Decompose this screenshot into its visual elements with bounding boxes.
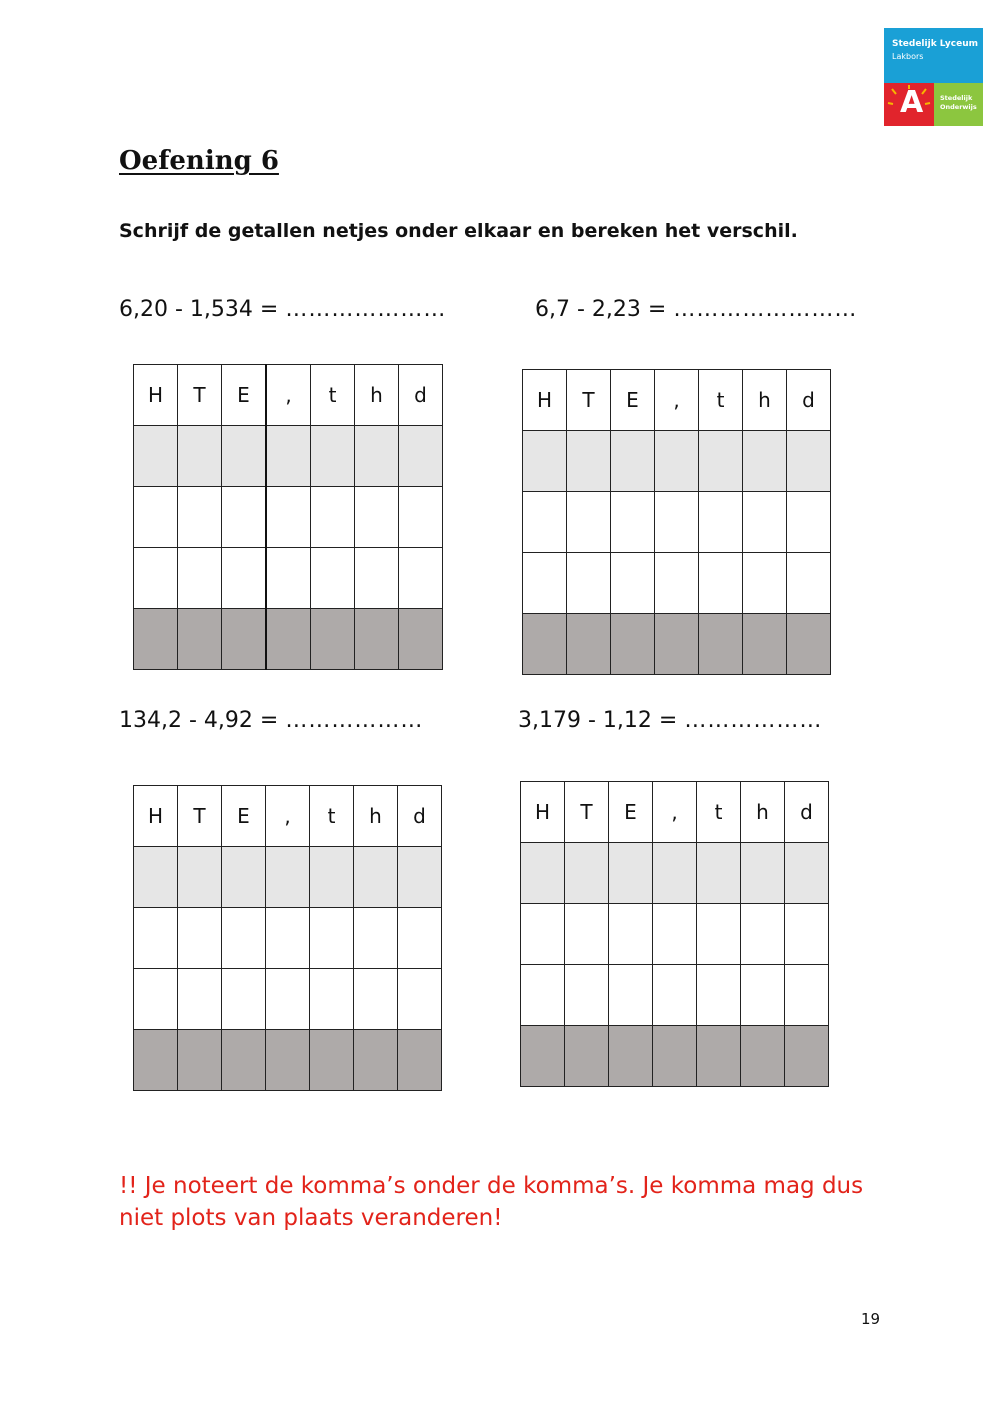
column-header: E <box>222 365 267 426</box>
column-header: H <box>134 786 178 847</box>
grid-cell[interactable] <box>567 492 611 553</box>
grid-cell[interactable] <box>266 487 311 548</box>
exercise-1 <box>119 297 446 322</box>
grid-cell[interactable] <box>310 908 354 969</box>
grid-cell[interactable] <box>266 609 311 670</box>
column-header: , <box>266 786 310 847</box>
grid-cell[interactable] <box>521 904 565 965</box>
grid-cell[interactable] <box>134 487 178 548</box>
column-header: t <box>699 370 743 431</box>
grid-cell[interactable] <box>178 487 222 548</box>
grid-cell[interactable] <box>134 1030 178 1091</box>
column-header: h <box>741 782 785 843</box>
column-header: d <box>787 370 831 431</box>
grid-cell[interactable] <box>565 965 609 1026</box>
grid-cell[interactable] <box>178 548 222 609</box>
column-header: , <box>655 370 699 431</box>
column-header: t <box>310 786 354 847</box>
grid-cell[interactable] <box>741 1026 785 1087</box>
grid-cell[interactable] <box>743 492 787 553</box>
grid-cell[interactable] <box>565 1026 609 1087</box>
grid-cell[interactable] <box>785 965 829 1026</box>
grid-cell[interactable] <box>355 609 399 670</box>
grid-cell[interactable] <box>266 969 310 1030</box>
grid-cell[interactable] <box>355 487 399 548</box>
grid-cell[interactable] <box>311 609 355 670</box>
grid-cell[interactable] <box>311 548 355 609</box>
page-title: Oefening 6 <box>119 146 279 176</box>
grid-cell[interactable] <box>697 843 741 904</box>
exercise-expression: 6,20 - 1,534 = <box>119 297 279 322</box>
column-header: d <box>785 782 829 843</box>
place-value-grid <box>522 369 831 675</box>
place-value-grid <box>133 785 442 1091</box>
grid-cell[interactable] <box>222 908 266 969</box>
answer-blank[interactable]: ……………… <box>684 708 823 733</box>
column-header: H <box>521 782 565 843</box>
grid-cell[interactable] <box>697 1026 741 1087</box>
grid-cell[interactable] <box>611 492 655 553</box>
grid-cell[interactable] <box>310 969 354 1030</box>
logo-line-2: Lakbors <box>892 52 924 61</box>
grid-cell[interactable] <box>399 609 443 670</box>
grid-cell[interactable] <box>222 609 267 670</box>
column-header: d <box>398 786 442 847</box>
grid-cell[interactable] <box>743 553 787 614</box>
grid-cell[interactable] <box>741 904 785 965</box>
grid-cell[interactable] <box>178 969 222 1030</box>
grid-cell[interactable] <box>743 431 787 492</box>
grid-cell[interactable] <box>178 908 222 969</box>
grid-cell[interactable] <box>521 1026 565 1087</box>
grid-cell[interactable] <box>741 843 785 904</box>
grid-cell[interactable] <box>266 426 311 487</box>
grid-cell[interactable] <box>354 1030 398 1091</box>
column-header: H <box>134 365 178 426</box>
column-header: E <box>609 782 653 843</box>
grid-cell[interactable] <box>311 487 355 548</box>
grid-cell[interactable] <box>222 548 267 609</box>
grid-cell[interactable] <box>134 847 178 908</box>
grid-cell[interactable] <box>787 553 831 614</box>
grid-cell[interactable] <box>354 969 398 1030</box>
answer-blank[interactable]: ………………… <box>285 297 447 322</box>
grid-cell[interactable] <box>399 487 443 548</box>
grid-cell[interactable] <box>222 847 266 908</box>
answer-blank[interactable]: ……………… <box>285 708 424 733</box>
grid-cell[interactable] <box>699 492 743 553</box>
grid-cell[interactable] <box>399 548 443 609</box>
grid-cell[interactable] <box>355 426 399 487</box>
answer-blank[interactable]: …………………… <box>673 297 858 322</box>
grid-cell[interactable] <box>611 431 655 492</box>
grid-cell[interactable] <box>222 426 267 487</box>
grid-cell[interactable] <box>611 553 655 614</box>
grid-cell[interactable] <box>785 904 829 965</box>
place-value-grid <box>133 364 443 670</box>
logo-line-3: Stedelijk Onderwijs <box>940 94 977 111</box>
grid-cell[interactable] <box>523 553 567 614</box>
grid-cell[interactable] <box>310 847 354 908</box>
grid-cell[interactable] <box>611 614 655 675</box>
column-header: t <box>311 365 355 426</box>
school-logo <box>884 28 983 126</box>
column-header: E <box>611 370 655 431</box>
column-header: H <box>523 370 567 431</box>
column-header: T <box>178 786 222 847</box>
grid-cell[interactable] <box>134 548 178 609</box>
grid-cell[interactable] <box>699 614 743 675</box>
exercise-expression: 3,179 - 1,12 = <box>518 708 678 733</box>
grid-cell[interactable] <box>697 965 741 1026</box>
grid-cell[interactable] <box>609 965 653 1026</box>
instruction: Schrijf de getallen netjes onder elkaar en bereken het verschil. <box>119 220 798 242</box>
grid-cell[interactable] <box>266 548 311 609</box>
grid-cell[interactable] <box>398 969 442 1030</box>
grid-cell[interactable] <box>609 1026 653 1087</box>
column-header: h <box>743 370 787 431</box>
grid-cell[interactable] <box>743 614 787 675</box>
grid-cell[interactable] <box>134 609 178 670</box>
grid-cell[interactable] <box>266 908 310 969</box>
page-number: 19 <box>861 1310 881 1328</box>
grid-cell[interactable] <box>565 904 609 965</box>
grid-cell[interactable] <box>354 847 398 908</box>
grid-cell[interactable] <box>134 908 178 969</box>
grid-cell[interactable] <box>399 426 443 487</box>
grid-cell[interactable] <box>653 1026 697 1087</box>
grid-cell[interactable] <box>310 1030 354 1091</box>
warning-note: !! Je noteert de komma’s onder de komma’s. Je komma mag dus niet plots van plaats veranderen! <box>119 1173 864 1231</box>
logo-line-1: Stedelijk Lyceum <box>892 39 979 49</box>
grid-cell[interactable] <box>523 614 567 675</box>
grid-cell[interactable] <box>653 904 697 965</box>
grid-cell[interactable] <box>222 969 266 1030</box>
column-header: T <box>178 365 222 426</box>
exercise-expression: 6,7 - 2,23 = <box>535 297 667 322</box>
grid-cell[interactable] <box>355 548 399 609</box>
grid-cell[interactable] <box>609 904 653 965</box>
grid-cell[interactable] <box>311 426 355 487</box>
grid-cell[interactable] <box>565 843 609 904</box>
grid-cell[interactable] <box>521 965 565 1026</box>
logo-a-mark: A <box>900 85 924 120</box>
column-header: T <box>565 782 609 843</box>
grid-cell[interactable] <box>699 553 743 614</box>
grid-cell[interactable] <box>655 431 699 492</box>
grid-cell[interactable] <box>178 847 222 908</box>
grid-cell[interactable] <box>354 908 398 969</box>
grid-cell[interactable] <box>655 614 699 675</box>
grid-cell[interactable] <box>653 843 697 904</box>
grid-cell[interactable] <box>398 847 442 908</box>
grid-cell[interactable] <box>785 843 829 904</box>
place-value-grid <box>520 781 829 1087</box>
grid-cell[interactable] <box>222 487 267 548</box>
grid-cell[interactable] <box>567 553 611 614</box>
grid-cell[interactable] <box>523 431 567 492</box>
exercise-2 <box>535 297 857 322</box>
grid-cell[interactable] <box>398 1030 442 1091</box>
grid-cell[interactable] <box>222 1030 266 1091</box>
column-header: t <box>697 782 741 843</box>
grid-cell[interactable] <box>178 426 222 487</box>
grid-cell[interactable] <box>655 492 699 553</box>
grid-cell[interactable] <box>655 553 699 614</box>
grid-cell[interactable] <box>567 431 611 492</box>
grid-cell[interactable] <box>178 1030 222 1091</box>
column-header: h <box>355 365 399 426</box>
column-header: E <box>222 786 266 847</box>
grid-cell[interactable] <box>699 431 743 492</box>
grid-cell[interactable] <box>653 965 697 1026</box>
column-header: h <box>354 786 398 847</box>
grid-cell[interactable] <box>266 847 310 908</box>
grid-cell[interactable] <box>134 426 178 487</box>
grid-cell[interactable] <box>521 843 565 904</box>
grid-cell[interactable] <box>787 431 831 492</box>
grid-cell[interactable] <box>523 492 567 553</box>
grid-cell[interactable] <box>567 614 611 675</box>
column-header: , <box>266 365 311 426</box>
grid-cell[interactable] <box>609 843 653 904</box>
grid-cell[interactable] <box>741 965 785 1026</box>
column-header: T <box>567 370 611 431</box>
exercise-4 <box>518 708 822 733</box>
grid-cell[interactable] <box>398 908 442 969</box>
column-header: d <box>399 365 443 426</box>
exercise-expression: 134,2 - 4,92 = <box>119 708 279 733</box>
grid-cell[interactable] <box>266 1030 310 1091</box>
grid-cell[interactable] <box>178 609 222 670</box>
grid-cell[interactable] <box>134 969 178 1030</box>
exercise-3 <box>119 708 423 733</box>
grid-cell[interactable] <box>785 1026 829 1087</box>
grid-cell[interactable] <box>787 614 831 675</box>
grid-cell[interactable] <box>697 904 741 965</box>
grid-cell[interactable] <box>787 492 831 553</box>
column-header: , <box>653 782 697 843</box>
